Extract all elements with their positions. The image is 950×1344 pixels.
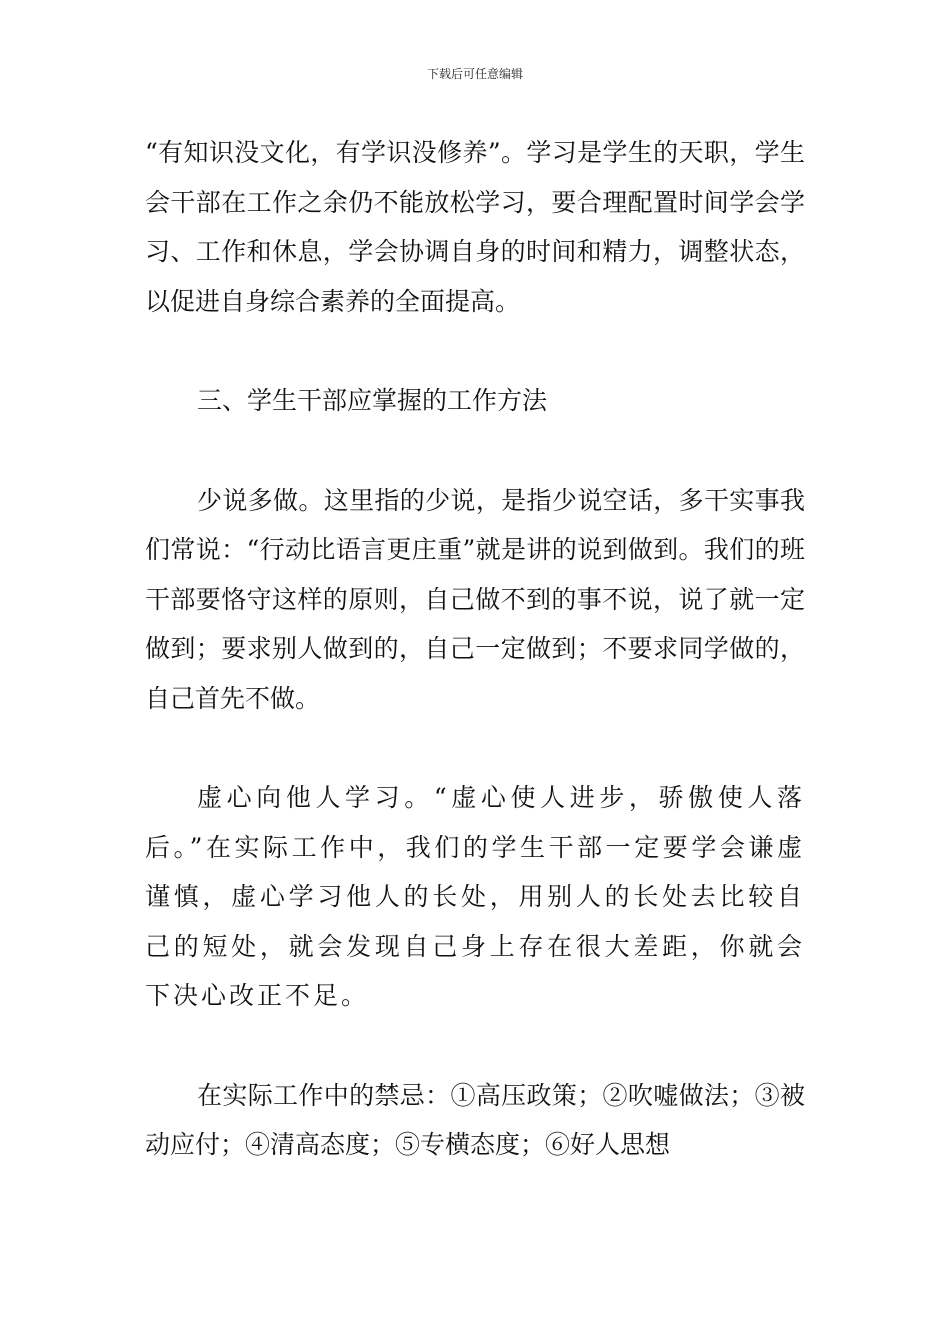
document-body (145, 128, 805, 1170)
section-heading-work-methods: 三、学生干部应掌握的工作方法 (197, 386, 548, 415)
paragraph-talk-less-do-more: 少说多做。这里指的少说，是指少说空话，多干实事我们常说：“行动比语言更庄重”就是讲的说到做到。我们的班干部要恪守这样的原则，自己做不到的事不说，说了就一定做到；要求别人做到的，自己一定做到；不要求同学做的，自己首先不做。 (145, 485, 805, 713)
paragraph-learn-from-others: 虚心向他人学习。“虚心使人进步，骄傲使人落后。”在实际工作中，我们的学生干部一定要学会谦虚谨慎，虚心学习他人的长处，用别人的长处去比较自己的短处，就会发现自己身上存在很大差距，你就会下决心改正不足。 (145, 783, 805, 1010)
paragraph-work-taboos: 在实际工作中的禁忌：①高压政策；②吹嘘做法；③被动应付；④清高态度；⑤专横态度；⑥好人思想 (145, 1080, 805, 1159)
paragraph-study-duty: “有知识没文化，有学识没修养”。学习是学生的天职，学生会干部在工作之余仍不能放松学习，要合理配置时间学会学习、工作和休息，学会协调自身的时间和精力，调整状态，以促进自身综合素养的全面提高。 (145, 138, 805, 316)
page-header: 下载后可任意编辑 (426, 67, 523, 81)
